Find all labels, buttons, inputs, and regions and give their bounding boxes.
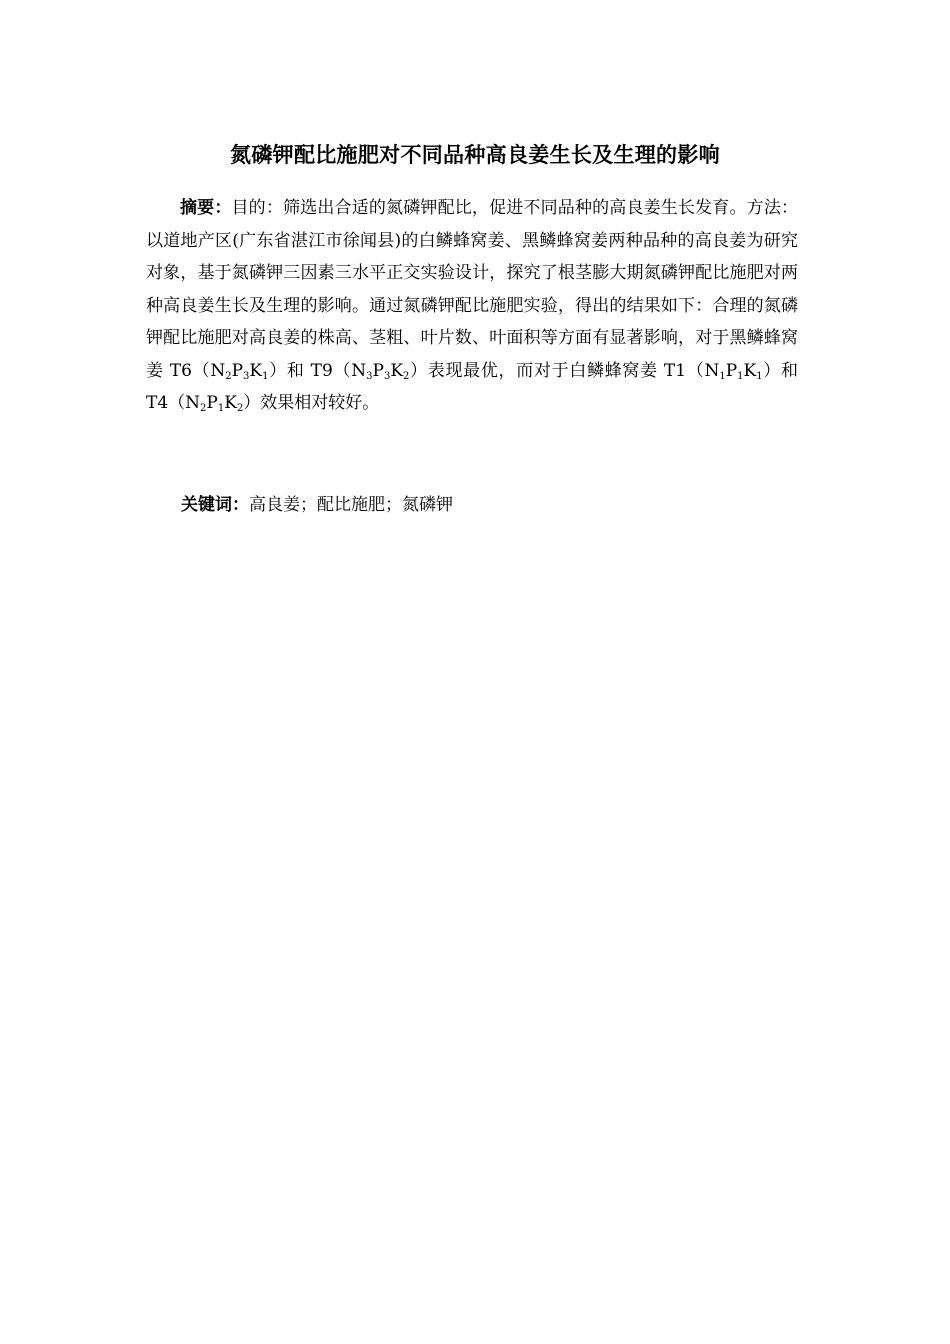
abstract-label: 摘要： xyxy=(180,198,232,218)
subscript: 1 xyxy=(217,403,225,414)
subscript: 1 xyxy=(756,370,763,382)
subscript: 2 xyxy=(236,403,244,414)
formula-letter: P xyxy=(206,393,218,413)
abstract-paragraph xyxy=(146,192,798,420)
abstract-text: ）效果相对较好。 xyxy=(243,393,380,413)
subscript: 2 xyxy=(200,403,207,414)
formula-letter: K xyxy=(224,393,237,413)
subscript: 2 xyxy=(225,370,232,382)
page-title: 氮磷钾配比施肥对不同品种高良姜生长及生理的影响 xyxy=(230,143,720,167)
formula-letter: K xyxy=(390,360,404,381)
subscript: 1 xyxy=(262,370,269,382)
formula-letter: K xyxy=(249,360,263,381)
subscript: 3 xyxy=(243,370,250,382)
abstract-text: ）和 T9（N xyxy=(268,360,367,381)
abstract-text: ）表现最优，而对于白鳞蜂窝姜 T1（N xyxy=(409,360,720,381)
abstract-text: ）和 T4（N xyxy=(146,360,799,413)
keywords-text: 高良姜；配比施肥；氮磷钾 xyxy=(249,495,453,515)
subscript: 1 xyxy=(737,370,744,382)
subscript: 3 xyxy=(383,370,391,382)
abstract-text: 目的：筛选出合适的氮磷钾配比，促进不同品种的高良姜生长发育。方法：以道地产区(广东省湛江市徐闻县)的白鳞蜂窝姜、黑鳞蜂窝姜两种品种的高良姜为研究对象，基于氮磷钾三因素三水平正交实验设计，探究了根茎膨大期氮磷钾配比施肥对两种高良姜生长及生理的影响。通过氮磷钾配比施肥实验，得出的结果如下：合理的氮磷钾配比施肥对高良姜的株高、茎粗、叶片数、叶面积等方面有显著影响，对于黑鳞蜂窝姜 T6（N xyxy=(146,198,798,381)
formula-letter: P xyxy=(725,360,738,381)
subscript: 2 xyxy=(403,370,410,382)
formula-letter: K xyxy=(743,360,757,381)
formula-letter: P xyxy=(231,360,244,381)
formula-letter: P xyxy=(372,360,384,381)
subscript: 3 xyxy=(366,370,373,382)
keywords-line xyxy=(181,489,453,521)
keywords-label: 关键词： xyxy=(181,495,249,515)
subscript: 1 xyxy=(719,370,726,382)
